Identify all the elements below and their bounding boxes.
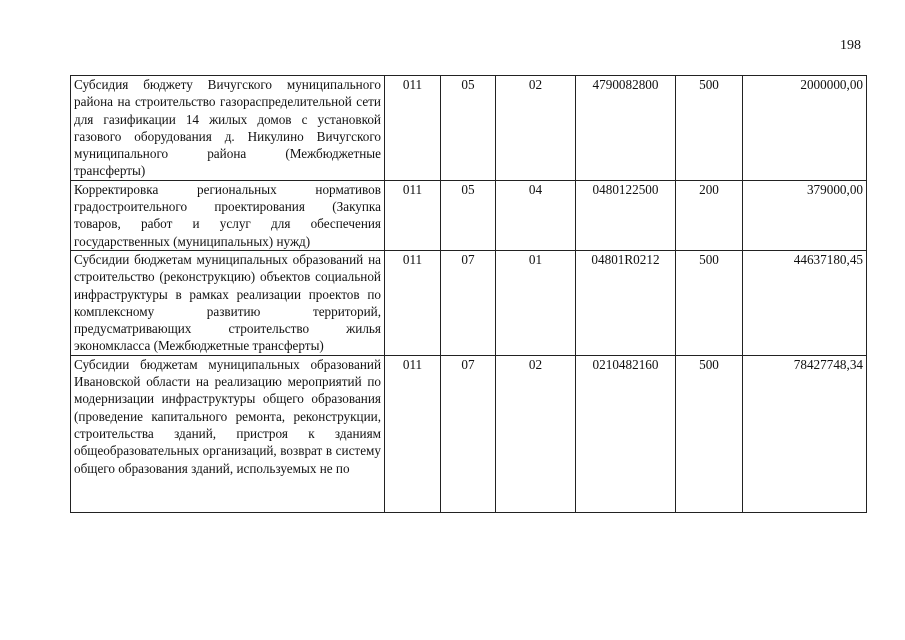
ministry-code: 011 — [385, 355, 441, 512]
expense-type-code: 200 — [676, 180, 743, 250]
table-row — [71, 76, 867, 181]
subsection-code: 01 — [496, 250, 576, 355]
ministry-code: 011 — [385, 180, 441, 250]
expense-type-code: 500 — [676, 355, 743, 512]
amount-value: 78427748,34 — [743, 355, 867, 512]
section-code: 05 — [441, 180, 496, 250]
amount-value: 379000,00 — [743, 180, 867, 250]
section-code: 07 — [441, 250, 496, 355]
amount-value: 2000000,00 — [743, 76, 867, 181]
subsection-code: 02 — [496, 76, 576, 181]
row-description-cell — [71, 355, 385, 512]
section-code: 07 — [441, 355, 496, 512]
target-article-code: 04801R0212 — [576, 250, 676, 355]
subsection-code: 02 — [496, 355, 576, 512]
table-row — [71, 355, 867, 512]
amount-value: 44637180,45 — [743, 250, 867, 355]
target-article-code: 0480122500 — [576, 180, 676, 250]
section-code: 05 — [441, 76, 496, 181]
row-description: Субсидии бюджетам муниципальных образований на строительство (реконструкцию) объектов социальной инфраструктуры в рамках реализации проектов по комплексному развитию территорий, предусматривающих строительство жилья экономкласса (Межбюджетные трансферты) — [71, 250, 385, 355]
expense-type-code: 500 — [676, 76, 743, 181]
ministry-code: 011 — [385, 76, 441, 181]
table-row — [71, 180, 867, 250]
row-description: Корректировка региональных нормативов градостроительного проектирования (Закупка товаров, работ и услуг для обеспечения государственных (муниципальных) нужд) — [71, 180, 385, 250]
budget-table — [70, 75, 867, 513]
page-number: 198 — [840, 38, 861, 53]
subsection-code: 04 — [496, 180, 576, 250]
row-description: Субсидии бюджетам муниципальных образований Ивановской области на реализацию мероприятий по модернизации инфраструктуры общего образования (проведение капитального ремонта, реконструкции, строительства зданий, пристроя к зданиям общеобразовательных организаций, возврат в систему общего образования зданий, используемых не по — [74, 356, 381, 476]
target-article-code: 4790082800 — [576, 76, 676, 181]
table-row — [71, 250, 867, 355]
ministry-code: 011 — [385, 250, 441, 355]
target-article-code: 0210482160 — [576, 355, 676, 512]
expense-type-code: 500 — [676, 250, 743, 355]
row-description: Субсидия бюджету Вичугского муниципального района на строительство газораспределительной сети для газификации 14 жилых домов с установкой газового оборудования д. Никулино Вичугского муниципального района (Межбюджетные трансферты) — [71, 76, 385, 181]
